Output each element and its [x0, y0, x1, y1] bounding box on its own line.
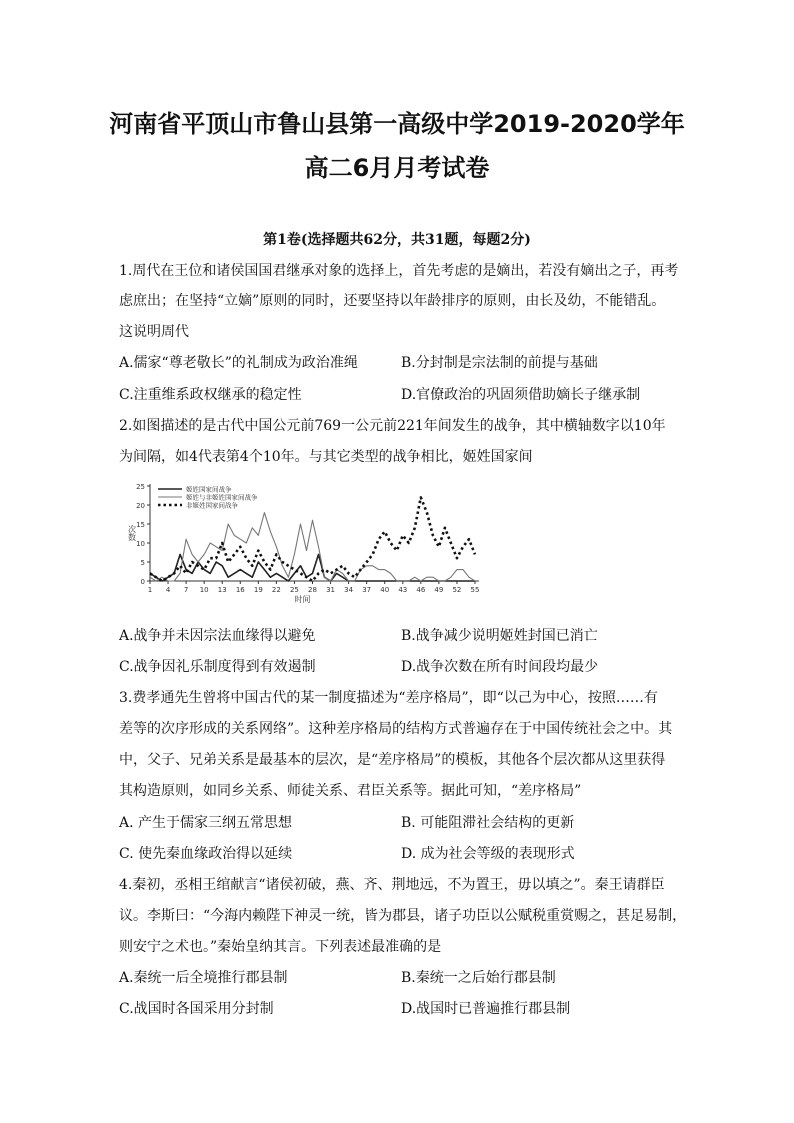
x-tick-label: 37: [362, 586, 372, 594]
q1-option-d: D.官僚政治的巩固须借助嫡长子继承制: [401, 387, 641, 403]
x-tick-label: 31: [326, 586, 336, 594]
x-tick-label: 49: [434, 586, 444, 594]
q1-text-line: 这说明周代: [119, 324, 189, 340]
q3-text-line: 3.费孝通先生曾将中国古代的某一制度描述为“差序格局”，即“以己为中心，按照……有: [119, 690, 658, 706]
q4-text-line: 则安宁之术也。”秦始皇纳其言。下列表述最准确的是: [119, 939, 442, 955]
war-frequency-chart: [120, 478, 490, 604]
q3-text-line: 其构造原则，如同乡关系、师徒关系、君臣关系等。据此可知，“差序格局”: [119, 783, 582, 799]
x-tick-label: 28: [308, 586, 317, 594]
x-tick-label: 7: [183, 586, 189, 594]
q1-text-line: 虑庶出；在坚持“立嫡”原则的同时，还要坚持以年龄排序的原则，由长及幼，不能错乱。: [119, 293, 666, 309]
legend-label: 姬姓与非姬姓国家间战争: [186, 493, 258, 502]
section-heading: 第1卷(选择题共62分，共31题，每题2分): [263, 232, 531, 248]
q2-option-a: A.战争并未因宗法血缘得以避免: [119, 628, 316, 644]
q4-option-b: B.秦统一之后始行郡县制: [401, 970, 556, 986]
q1-text-line: 1.周代在王位和诸侯国国君继承对象的选择上，首先考虑的是嫡出，若没有嫡出之子，再考: [119, 263, 679, 279]
q4-option-d: D.战国时已普遍推行郡县制: [401, 1001, 571, 1017]
x-tick-label: 22: [271, 586, 281, 594]
y-tick-label: 20: [136, 502, 145, 510]
q3-text-line: 中，父子、兄弟关系是最基本的层次，是“差序格局”的模板，其他各个层次都从这里获得: [119, 752, 666, 768]
x-tick-label: 25: [289, 586, 299, 594]
q2-option-d: D.战争次数在所有时间段均最少: [401, 659, 599, 675]
x-tick-label: 16: [235, 586, 245, 594]
q2-option-c: C.战争因礼乐制度得到有效遏制: [119, 659, 316, 675]
q4-text-line: 议。李斯曰：“今海内赖陛下神灵一统，皆为郡县，诸子功臣以公赋税重赏赐之，甚足易制，: [119, 908, 687, 924]
q3-option-a: A. 产生于儒家三纲五常思想: [119, 815, 293, 831]
q3-text-line: 差等的次序形成的关系网络”。这种差序格局的结构方式普遍存在于中国传统社会之中。其: [119, 721, 673, 737]
x-tick-label: 55: [470, 586, 480, 594]
legend-label: 姬姓国家间战争: [186, 485, 232, 494]
y-axis-label: 次数: [127, 525, 137, 541]
x-tick-label: 43: [398, 586, 408, 594]
q2-option-b: B.战争减少说明姬姓封国已消亡: [401, 628, 598, 644]
x-axis-label: 时间: [294, 595, 311, 604]
q3-option-c: C. 使先秦血缘政治得以延续: [119, 846, 293, 862]
q1-option-a: A.儒家“尊老敬长”的礼制成为政治准绳: [119, 355, 358, 371]
y-tick-label: 0: [140, 578, 145, 586]
x-tick-label: 1: [147, 586, 153, 594]
x-tick-label: 13: [217, 586, 227, 594]
q1-option-b: B.分封制是宗法制的前提与基础: [401, 355, 598, 371]
x-tick-label: 46: [416, 586, 426, 594]
q1-option-c: C.注重维系政权继承的稳定性: [119, 387, 302, 403]
q4-text-line: 4.秦初，丞相王绾献言“诸侯初破，燕、齐、荆地远，不为置王，毋以填之”。秦王请群臣: [119, 877, 665, 893]
q2-text-line: 2.如图描述的是古代中国公元前769一公元前221年间发生的战争，其中横轴数字以10年: [119, 418, 666, 434]
q4-option-c: C.战国时各国采用分封制: [119, 1001, 274, 1017]
x-tick-label: 34: [344, 586, 354, 594]
y-tick-label: 25: [136, 483, 145, 491]
y-tick-label: 5: [140, 559, 145, 567]
legend-label: 非姬姓国家间战争: [186, 501, 238, 510]
x-tick-label: 19: [253, 586, 263, 594]
y-tick-label: 15: [136, 521, 145, 529]
document-title-line1: 河南省平顶山市鲁山县第一高级中学2019-2020学年: [109, 110, 685, 138]
series-line-3: [150, 497, 475, 581]
y-tick-label: 10: [136, 540, 145, 548]
q3-option-b: B. 可能阻滞社会结构的更新: [401, 815, 575, 831]
q4-option-a: A.秦统一后全境推行郡县制: [119, 970, 288, 986]
q3-option-d: D. 成为社会等级的表现形式: [401, 846, 575, 862]
x-tick-label: 10: [199, 586, 209, 594]
document-title-line2: 高二6月月考试卷: [304, 154, 490, 182]
x-tick-label: 4: [165, 586, 171, 594]
q2-text-line: 为间隔，如4代表第4个10年。与其它类型的战争相比，姬姓国家间: [119, 449, 533, 465]
x-tick-label: 40: [380, 586, 390, 594]
series-line-2: [150, 513, 475, 581]
x-tick-label: 52: [452, 586, 462, 594]
